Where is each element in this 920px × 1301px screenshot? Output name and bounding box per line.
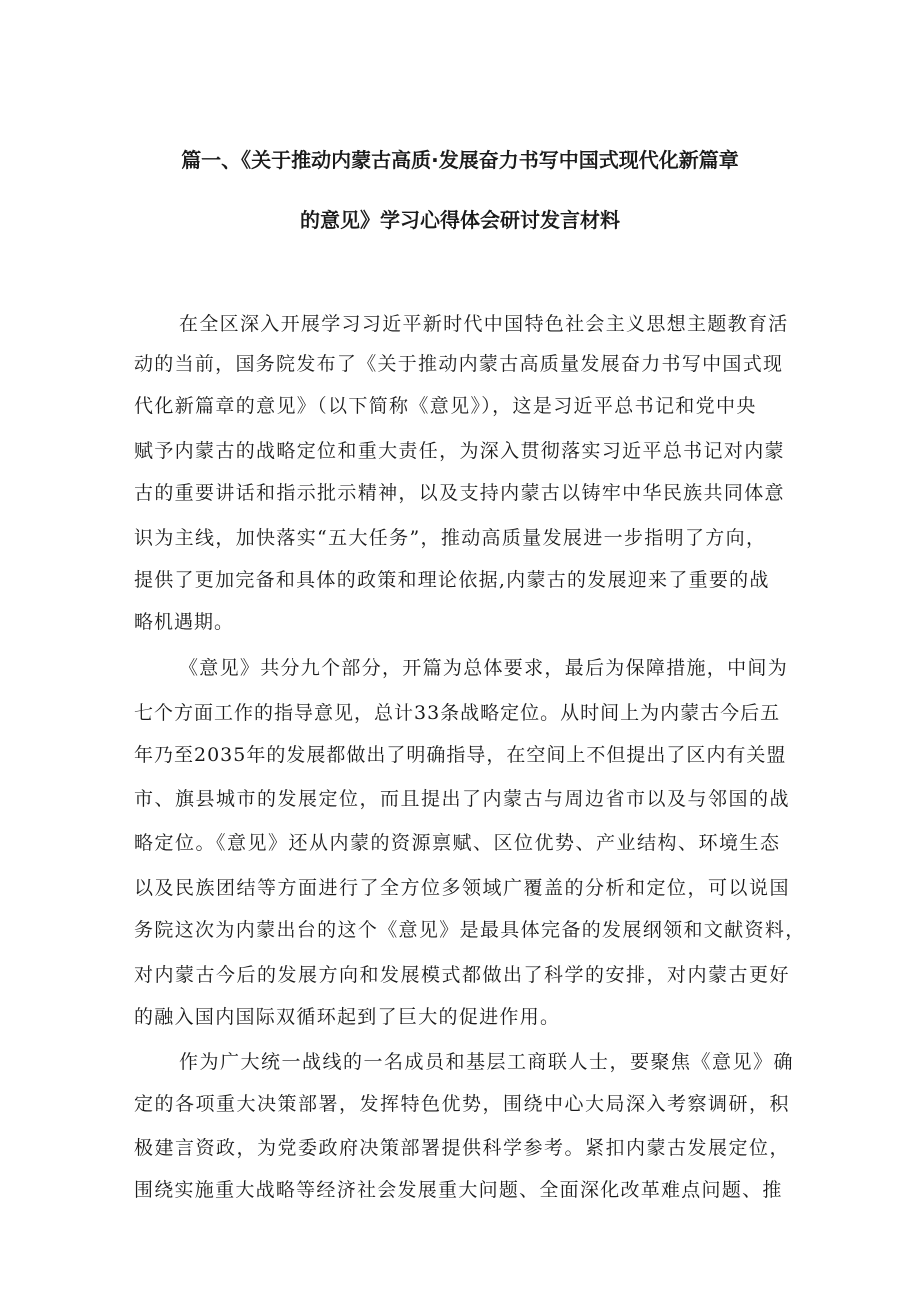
paragraph-line: 略定位。《意见》还从内蒙的资源禀赋、区位优势、产业结构、环境生态 bbox=[134, 832, 781, 854]
paragraph-line: 市、旗县城市的发展定位，而且提出了内蒙古与周边省市以及与邻国的战 bbox=[134, 788, 791, 810]
paragraph-line: 以及民族团结等方面进行了全方位多领域广覆盖的分析和定位，可以说国 bbox=[134, 877, 791, 899]
paragraph-line: 对内蒙古今后的发展方向和发展模式都做出了科学的安排，对内蒙古更好 bbox=[134, 964, 791, 986]
paragraph-line: 动的当前，国务院发布了《关于推动内蒙古高质量发展奋力书写中国式现 bbox=[134, 353, 784, 375]
paragraph-line: 《意见》共分九个部分，开篇为总体要求，最后为保障措施，中间为 bbox=[179, 657, 789, 679]
paragraph-line: 作为广大统一战线的一名成员和基层工商联人士，要聚焦《意见》确 bbox=[179, 1051, 795, 1073]
paragraph-line: 定的各项重大决策部署，发挥特色优势，围绕中心大局深入考察调研，积 bbox=[134, 1093, 791, 1115]
paragraph-line: 务院这次为内蒙出台的这个《意见》是最具体完备的发展纲领和文献资料， bbox=[134, 919, 806, 941]
document-title-line-1: 篇一、《关于推动内蒙古高质·发展奋力书写中国式现代化新篇章 bbox=[181, 148, 739, 172]
paragraph-line: 代化新篇章的意见》（以下简称《意见》），这是习近平总书记和党中央 bbox=[134, 395, 757, 417]
paragraph-line: 赋予内蒙古的战略定位和重大责任，为深入贯彻落实习近平总书记对内蒙 bbox=[134, 440, 785, 462]
paragraph-line: 古的重要讲话和指示批示精神，以及支持内蒙古以铸牢中华民族共同体意 bbox=[134, 482, 785, 504]
paragraph-line: 识为主线，加快落实“五大任务”，推动高质量发展进一步指明了方向， bbox=[134, 527, 767, 549]
paragraph-line: 极建言资政，为党委政府决策部署提供科学参考。紧扣内蒙古发展定位， bbox=[134, 1137, 791, 1159]
paragraph-line: 年乃至2035年的发展都做出了明确指导，在空间上不但提出了区内有关盟 bbox=[134, 744, 787, 766]
paragraph-line: 略机遇期。 bbox=[134, 611, 235, 633]
paragraph-line: 在全区深入开展学习习近平新时代中国特色社会主义思想主题教育活 bbox=[179, 313, 789, 335]
paragraph-line: 七个方面工作的指导意见，总计33条战略定位。从时间上为内蒙古今后五 bbox=[134, 702, 781, 724]
paragraph-line: 的融入国内国际双循环起到了巨大的促进作用。 bbox=[134, 1006, 561, 1028]
paragraph-line: 提供了更加完备和具体的政策和理论依据,内蒙古的发展迎来了重要的战 bbox=[134, 569, 770, 591]
document-title-line-2: 的意见》学习心得体会研讨发言材料 bbox=[300, 208, 620, 232]
paragraph-line: 围绕实施重大战略等经济社会发展重大问题、全面深化改革难点问题、推 bbox=[134, 1179, 783, 1201]
